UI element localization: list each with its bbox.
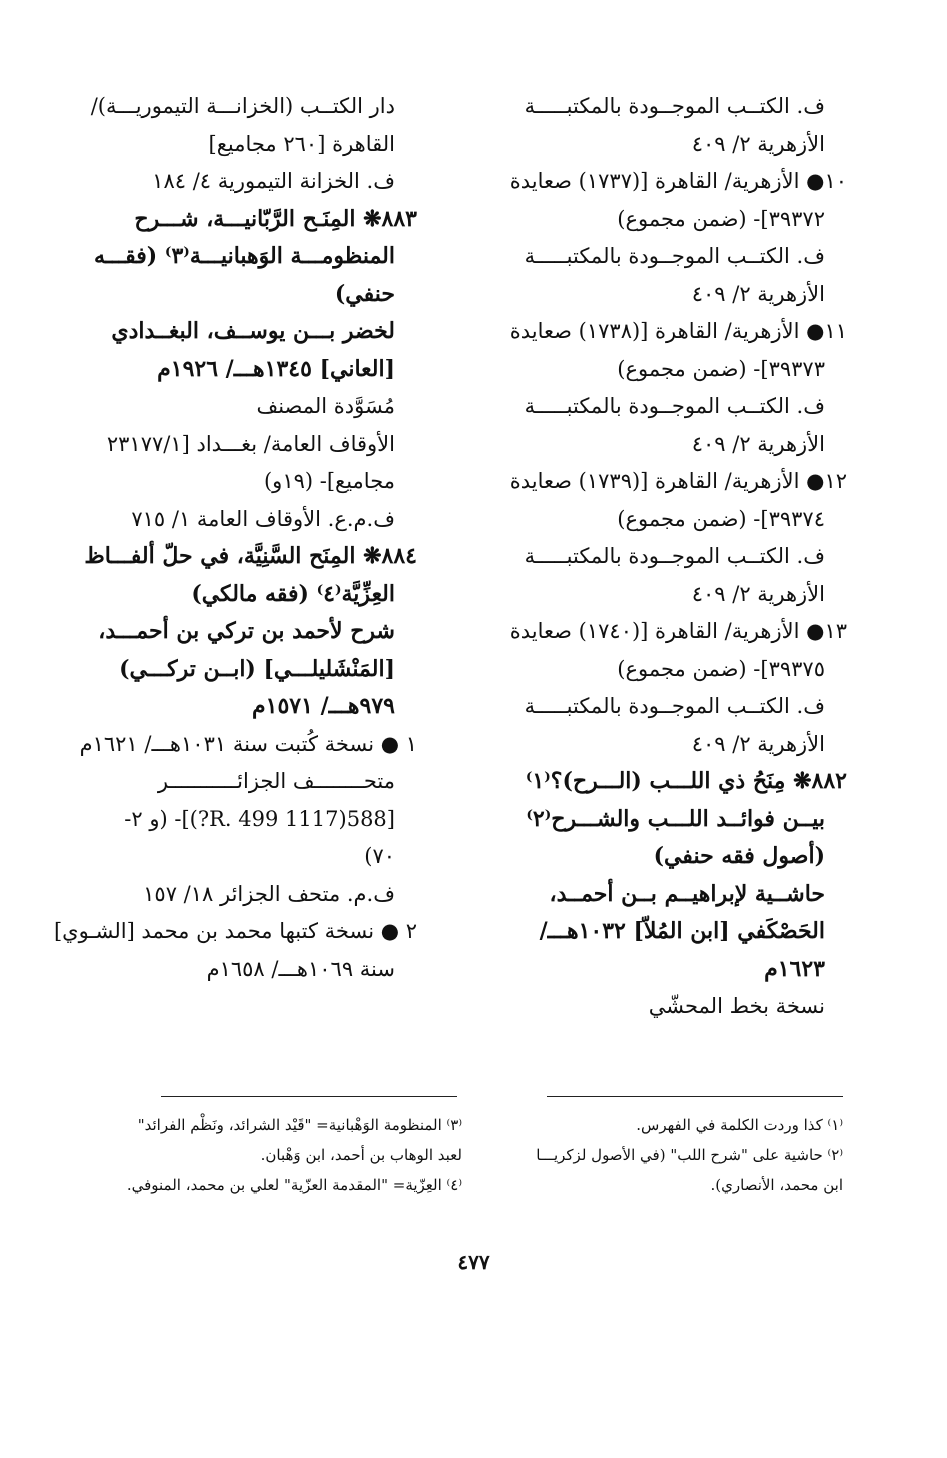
text-line: الأزهرية ٢/ ٤٠٩: [691, 581, 825, 606]
text-line: الأزهرية ٢/ ٤٠٩: [691, 431, 825, 456]
entry-heading: ٨٨٢❋ مِنَحُ ذي اللـــب (الـــرح)؟⁽١⁾: [525, 768, 847, 794]
entry-line: ١٣● الأزهرية/ القاهرة [(١٧٤٠) صعايدة: [509, 619, 847, 643]
text-line: ف.م. متحف الجزائر ١٨/ ١٥٧: [143, 881, 395, 906]
text-line: ف. الكتــب الموجــودة بالمكتبـــــة: [524, 394, 825, 418]
text-line: ف. الكتــب الموجــودة بالمكتبـــــة: [524, 694, 825, 718]
text-line: سنة ١٠٦٩هـــ/ ١٦٥٨م: [206, 956, 395, 981]
entry-heading: المنظومـــة الوَهبانيـــة⁽٣⁾ (فقـــه: [94, 243, 395, 269]
text-line: ٣٩٣٧٤]- (ضمن مجموع): [617, 506, 825, 531]
entry-line: ١٢● الأزهرية/ القاهرة [(١٧٣٩) صعايدة: [509, 469, 847, 493]
entry-heading: لخضر بـــن يوســف، البغــدادي: [111, 318, 395, 344]
text-line: ف. الكتــب الموجــودة بالمكتبـــــة: [524, 94, 825, 118]
text-line: الأزهرية ٢/ ٤٠٩: [691, 731, 825, 756]
footnote: لعبد الوهاب بن أحمد، ابن وَهْبان.: [260, 1146, 462, 1164]
text-line: نسخة بخط المحشّي: [648, 994, 825, 1018]
footnote: ابن محمد، الأنصاري).: [710, 1176, 843, 1194]
entry-heading: (أصول فقه حنفي): [653, 843, 825, 869]
entry-line: ١٠● الأزهرية/ القاهرة [(١٧٣٧) صعايدة: [509, 169, 847, 193]
entry-heading: ٨٨٤❋ المِنَح السَّنِيَّة، في حلّ ألفـــاظ: [84, 543, 417, 569]
right-column: [502, 88, 847, 1026]
footnote-divider: [547, 1096, 843, 1097]
footnote-divider: [161, 1096, 457, 1097]
entry-heading: العِزِّيَّة⁽٤⁾ (فقه مالكي): [191, 580, 395, 607]
entry-line: ١١● الأزهرية/ القاهرة [(١٧٣٨) صعايدة: [509, 319, 847, 343]
text-line: دار الكتــب (الخزانـــة التيموريـــة)/: [90, 94, 395, 118]
footnotes-left: [97, 1110, 462, 1200]
text-line: القاهرة [٢٦٠ مجاميع]: [208, 131, 395, 156]
text-line: ٣٩٣٧٥]- (ضمن مجموع): [617, 656, 825, 681]
entry-heading: الحَصْكَفي [ابن المُلاّ] ١٠٣٢هـــ/: [539, 918, 825, 944]
footnote: ⁽٢⁾ حاشية على "شرح اللب" (في الأصول لزكريـــا: [536, 1146, 843, 1164]
text-line: [588(1117 R. 499?)]- (و ٢-: [124, 806, 395, 831]
entry-heading: [العاني] ١٣٤٥هـــ/ ١٩٢٦م: [157, 355, 395, 382]
entry-line: ٢ ● نسخة كتبها محمد بن محمد [الشـوي]: [53, 919, 417, 943]
text-line: ٣٩٣٧٣]- (ضمن مجموع): [617, 356, 825, 381]
footnote: ⁽٤⁾ العِزّية= "المقدمة العزّية" لعلي بن محمد، المنوفي.: [126, 1176, 462, 1194]
text-line: ٧٠): [364, 844, 395, 868]
text-line: متحــــــــف الجزائـــــــــــر: [157, 769, 395, 793]
entry-heading: حنفي): [334, 280, 395, 307]
entry-heading: [المَنْشَليلـــي] (ابــن تركـــي): [119, 655, 395, 682]
left-column: [53, 88, 417, 988]
text-line: ف. الخزانة التيمورية ٤/ ١٨٤: [152, 169, 395, 193]
footnote: ⁽١⁾ كذا وردت الكلمة في الفهرس.: [636, 1116, 843, 1134]
text-line: ف. الكتــب الموجــودة بالمكتبـــــة: [524, 244, 825, 268]
text-line: مجاميع]- (١٩و): [263, 469, 395, 493]
entry-line: ١ ● نسخة كُتبت سنة ١٠٣١هـــ/ ١٦٢١م: [79, 731, 417, 756]
entry-heading: ٩٧٩هـــ/ ١٥٧١م: [252, 693, 395, 719]
page-number: ٤٧٧: [457, 1250, 490, 1274]
text-line: الأزهرية ٢/ ٤٠٩: [691, 131, 825, 156]
entry-heading: ٨٨٣❋ المِنَـح الرَّبّانيـــة، شـــرح: [134, 205, 417, 232]
footnotes-right: [503, 1110, 843, 1200]
entry-heading: شرح لأحمد بن تركي بن أحمـــد،: [98, 618, 395, 644]
text-line: الأزهرية ٢/ ٤٠٩: [691, 281, 825, 306]
text-line: ف. الكتــب الموجــودة بالمكتبـــــة: [524, 544, 825, 568]
text-line: ف.م.ع. الأوقاف العامة ١/ ٧١٥: [131, 506, 395, 531]
text-line: مُسَوَّدة المصنف: [256, 394, 395, 418]
text-line: ٣٩٣٧٢]- (ضمن مجموع): [617, 206, 825, 231]
text-line: الأوقاف العامة/ بغـــداد [٢٣١٧٧/١: [106, 431, 395, 456]
entry-heading: ١٦٢٣م: [764, 955, 825, 982]
entry-heading: حاشــية لإبراهيــم بــن أحمــد،: [549, 880, 825, 907]
footnote: ⁽٣⁾ المنظومة الوَهْبانية= "قَيْد الشرائد، ونَظْم الفرائد": [137, 1116, 462, 1134]
entry-heading: بيــن فوائــد اللـــب والشـــرح⁽٢⁾: [526, 805, 825, 832]
